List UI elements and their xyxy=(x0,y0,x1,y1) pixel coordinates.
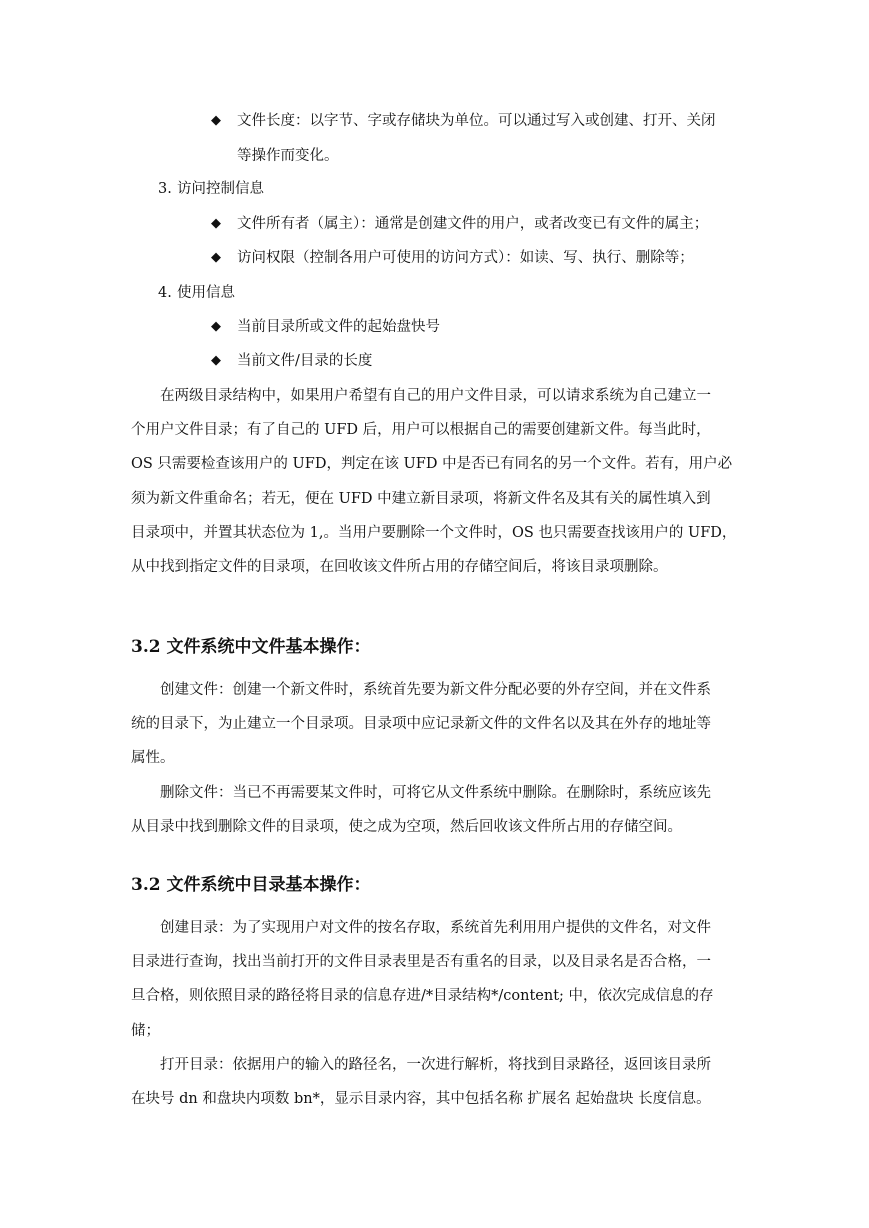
diamond-bullet-icon: ◆ xyxy=(211,353,221,368)
section-heading: 3.2 文件系统中目录基本操作： xyxy=(131,875,371,895)
section-title: 访问控制信息 xyxy=(177,181,264,197)
section-title: 使用信息 xyxy=(177,285,235,301)
paragraph-line: 个用户文件目录；有了自己的 UFD 后，用户可以根据自己的需要创建新文件。每当此时， xyxy=(131,422,711,438)
paragraph-line: 从中找到指定文件的目录项，在回收该文件所占用的存储空间后，将该目录项删除。 xyxy=(131,559,668,575)
paragraph-line: 在块号 dn 和盘块内项数 bn*，显示目录内容，其中包括名称 扩展名 起始盘块 长度信息。 xyxy=(131,1091,711,1107)
bullet-text-line: 当前文件/目录的长度 xyxy=(237,353,373,369)
paragraph-line: 须为新文件重命名；若无，便在 UFD 中建立新目录项，将新文件名及其有关的属性填入到 xyxy=(131,491,711,507)
paragraph-line: OS 只需要检查该用户的 UFD，判定在该 UFD 中是否已有同名的另一个文件。若有，用户必 xyxy=(131,456,733,472)
diamond-bullet-icon: ◆ xyxy=(211,250,221,265)
paragraph-line: 目录进行查询，找出当前打开的文件目录表里是否有重名的目录，以及目录名是否合格，一 xyxy=(131,954,711,970)
paragraph-line: 目录项中，并置其状态位为 1,。当用户要删除一个文件时，OS 也只需要查找该用户的 UFD， xyxy=(131,525,737,541)
paragraph-line: 储； xyxy=(131,1023,160,1039)
bullet-text-line: 等操作而变化。 xyxy=(237,148,339,164)
paragraph-line: 创建目录：为了实现用户对文件的按名存取，系统首先利用用户提供的文件名，对文件 xyxy=(160,920,711,936)
bullet-text-line: 文件所有者（属主）：通常是创建文件的用户，或者改变已有文件的属主； xyxy=(237,216,709,232)
bullet-text-line: 当前目录所或文件的起始盘快号 xyxy=(237,319,440,335)
paragraph-line: 从目录中找到删除文件的目录项，使之成为空项，然后回收该文件所占用的存储空间。 xyxy=(131,819,682,835)
paragraph-line: 旦合格，则依照目录的路径将目录的信息存进/*目录结构*/content; 中，依次完成信息的存 xyxy=(131,988,714,1004)
paragraph-line: 属性。 xyxy=(131,750,175,766)
paragraph-line: 创建文件：创建一个新文件时，系统首先要为新文件分配必要的外存空间，并在文件系 xyxy=(160,682,711,698)
paragraph-line: 打开目录：依据用户的输入的路径名，一次进行解析，将找到目录路径，返回该目录所 xyxy=(160,1057,711,1073)
paragraph-line: 统的目录下，为止建立一个目录项。目录项中应记录新文件的文件名以及其在外存的地址等 xyxy=(131,716,711,732)
bullet-text-line: 访问权限（控制各用户可使用的访问方式）：如读、写、执行、删除等； xyxy=(237,250,694,266)
section-number: 3. xyxy=(158,181,172,197)
paragraph-line: 删除文件：当已不再需要某文件时，可将它从文件系统中删除。在删除时，系统应该先 xyxy=(160,785,711,801)
paragraph-line: 在两级目录结构中，如果用户希望有自己的用户文件目录，可以请求系统为自己建立一 xyxy=(160,388,711,404)
section-heading: 3.2 文件系统中文件基本操作： xyxy=(131,637,371,657)
diamond-bullet-icon: ◆ xyxy=(211,216,221,231)
diamond-bullet-icon: ◆ xyxy=(211,319,221,334)
section-number: 4. xyxy=(158,285,172,301)
diamond-bullet-icon: ◆ xyxy=(211,113,221,128)
bullet-text-line: 文件长度：以字节、字或存储块为单位。可以通过写入或创建、打开、关闭 xyxy=(237,113,716,129)
